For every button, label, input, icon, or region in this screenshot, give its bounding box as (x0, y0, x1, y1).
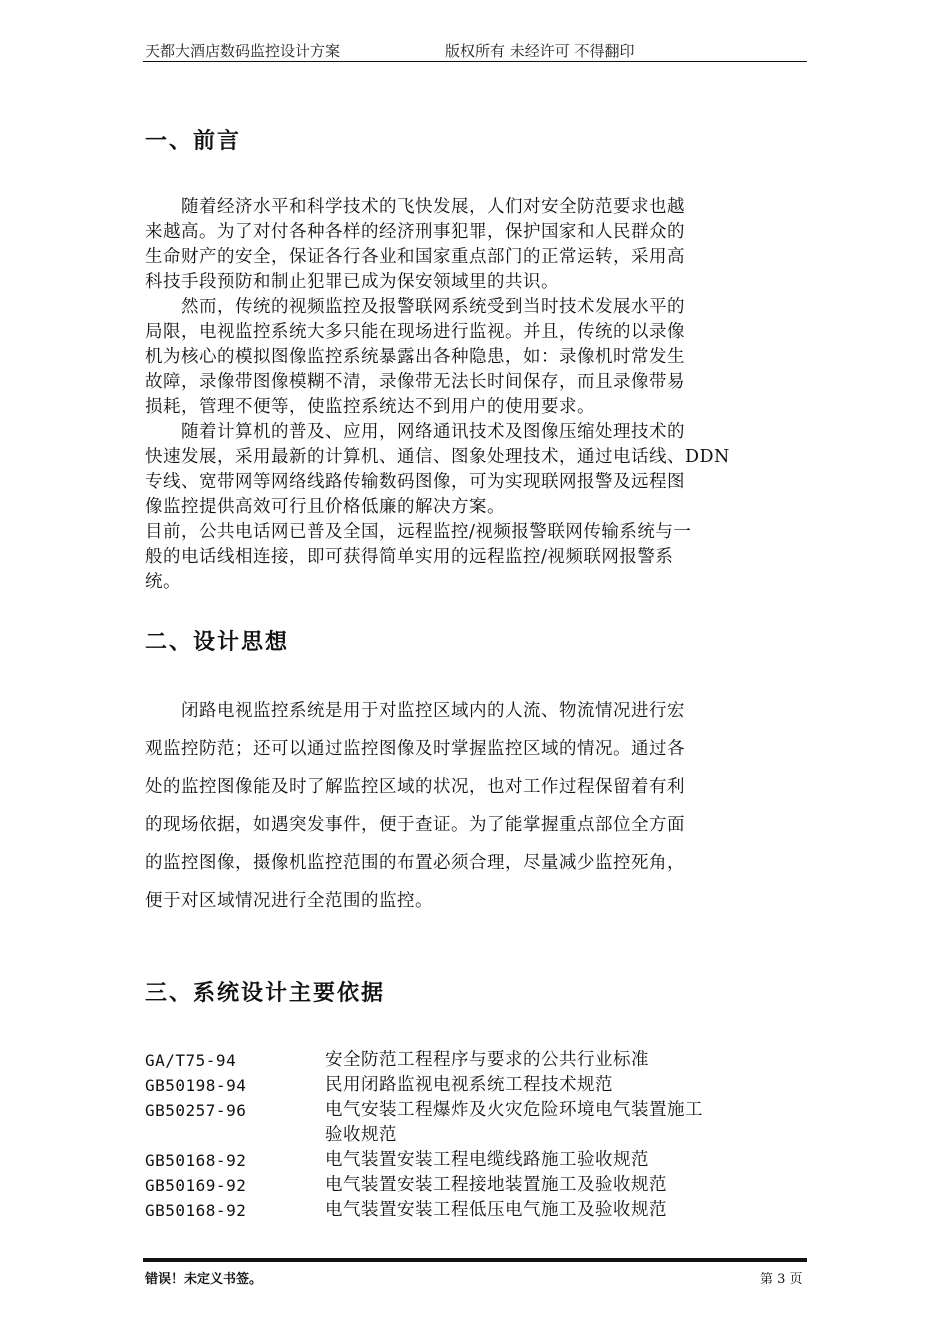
standard-row (145, 1048, 807, 1073)
standard-title-line: 验收规范 (325, 1125, 397, 1145)
text-line: 处的监控图像能及时了解监控区域的状况，也对工作过程保留着有利 (145, 777, 685, 797)
standard-code: GB50257-96 (145, 1101, 247, 1120)
standard-title: 民用闭路监视电视系统工程技术规范 (325, 1075, 613, 1095)
standard-title: 安全防范工程程序与要求的公共行业标准 (325, 1050, 649, 1070)
standard-row (145, 1098, 807, 1148)
text-line: 像监控提供高效可行且价格低廉的解决方案。 (145, 497, 505, 517)
header-copyright: 版权所有 未经许可 不得翻印 (445, 42, 635, 60)
text-line: 般的电话线相连接，即可获得简单实用的远程监控/视频联网报警系 (145, 547, 674, 567)
text-line: 的监控图像，摄像机监控范围的布置必须合理，尽量减少监控死角， (145, 853, 685, 873)
standard-row (145, 1148, 807, 1173)
text-line: 然而，传统的视频监控及报警联网系统受到当时技术发展水平的 (145, 297, 685, 317)
text-line: 机为核心的模拟图像监控系统暴露出各种隐患，如：录像机时常发生 (145, 347, 685, 367)
standard-title: 电气装置安装工程接地装置施工及验收规范 (325, 1175, 667, 1195)
standard-title-line: 电气安装工程爆炸及火灾危险环境电气装置施工 (325, 1100, 703, 1120)
footer-bookmark-error: 错误！未定义书签。 (145, 1272, 263, 1287)
design-concept-body (145, 692, 807, 920)
text-line: 便于对区域情况进行全范围的监控。 (145, 891, 433, 911)
text-line: 的现场依据，如遇突发事件，便于查证。为了能掌握重点部位全方面 (145, 815, 685, 835)
section-heading-preface: 一、前言 (145, 128, 242, 154)
standard-title: 电气装置安装工程低压电气施工及验收规范 (325, 1200, 667, 1220)
text-line: 快速发展，采用最新的计算机、通信、图象处理技术，通过电话线、DDN (145, 447, 730, 467)
standard-row (145, 1173, 807, 1198)
text-line: 专线、宽带网等网络线路传输数码图像，可为实现联网报警及远程图 (145, 472, 685, 492)
standard-code: GB50168-92 (145, 1151, 247, 1170)
text-line: 科技手段预防和制止犯罪已成为保安领域里的共识。 (145, 272, 559, 292)
footer-rule (143, 1258, 807, 1262)
section-heading-design-basis: 三、系统设计主要依据 (145, 980, 386, 1006)
standard-row (145, 1073, 807, 1098)
header-title: 天都大酒店数码监控设计方案 (145, 42, 341, 60)
text-line: 损耗，管理不便等，使监控系统达不到用户的使用要求。 (145, 397, 595, 417)
standard-title: 电气装置安装工程电缆线路施工验收规范 (325, 1150, 649, 1170)
text-line: 随着计算机的普及、应用，网络通讯技术及图像压缩处理技术的 (145, 422, 685, 442)
standard-title (325, 1098, 807, 1148)
preface-body (145, 195, 807, 595)
standard-code: GA/T75-94 (145, 1051, 237, 1070)
standard-code: GB50198-94 (145, 1076, 247, 1095)
section-heading-design-concept: 二、设计思想 (145, 629, 290, 655)
standard-code: GB50168-92 (145, 1201, 247, 1220)
text-line: 局限，电视监控系统大多只能在现场进行监视。并且，传统的以录像 (145, 322, 685, 342)
text-line: 闭路电视监控系统是用于对监控区域内的人流、物流情况进行宏 (145, 701, 685, 721)
text-line: 目前，公共电话网已普及全国，远程监控/视频报警联网传输系统与一 (145, 522, 692, 542)
text-line: 生命财产的安全，保证各行各业和国家重点部门的正常运转，采用高 (145, 247, 685, 267)
text-line: 随着经济水平和科学技术的飞快发展，人们对安全防范要求也越 (145, 197, 685, 217)
footer-page-number: 第 3 页 (760, 1272, 803, 1287)
text-line: 观监控防范；还可以通过监控图像及时掌握监控区域的情况。通过各 (145, 739, 685, 759)
text-line: 故障，录像带图像模糊不清，录像带无法长时间保存，而且录像带易 (145, 372, 685, 392)
standard-code: GB50169-92 (145, 1176, 247, 1195)
standards-list (145, 1048, 807, 1223)
standard-row (145, 1198, 807, 1223)
text-line: 统。 (145, 572, 181, 592)
header-rule (143, 61, 807, 62)
text-line: 来越高。为了对付各种各样的经济刑事犯罪，保护国家和人民群众的 (145, 222, 685, 242)
